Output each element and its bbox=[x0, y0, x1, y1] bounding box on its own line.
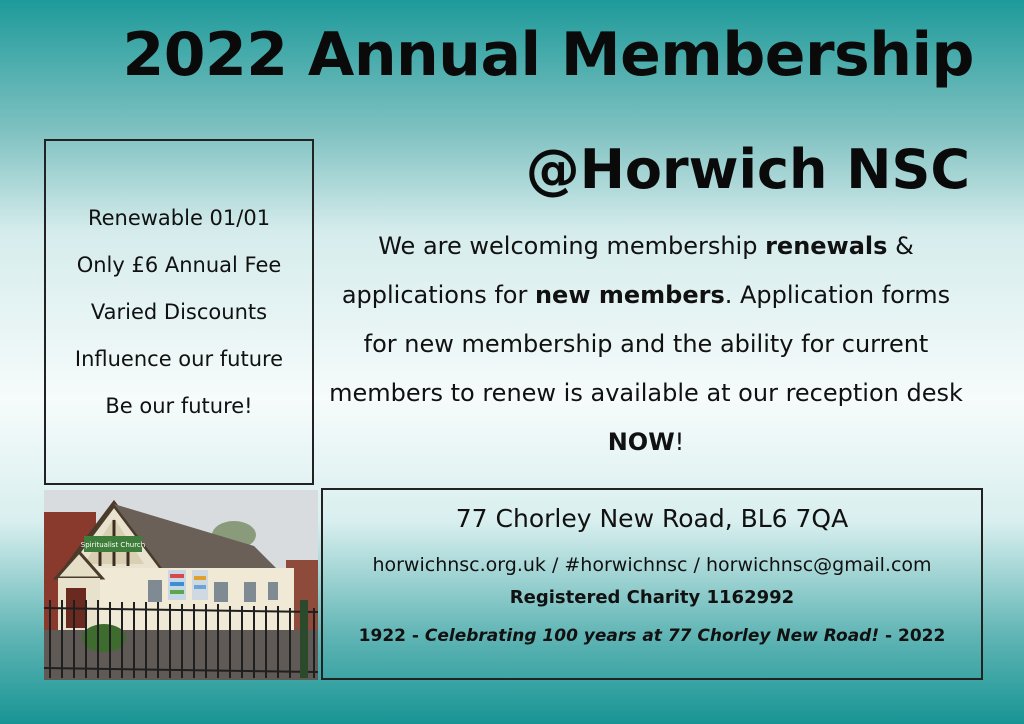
intro-text-2: & applications for bbox=[341, 232, 914, 309]
highlight-discounts: Varied Discounts bbox=[90, 299, 268, 324]
page-title: 2022 Annual Membership bbox=[122, 20, 974, 90]
intro-paragraph bbox=[326, 222, 966, 467]
intro-text-1: We are welcoming membership bbox=[378, 232, 766, 260]
contact-box bbox=[321, 488, 983, 680]
highlight-renewable: Renewable 01/01 bbox=[87, 205, 271, 230]
centenary-tagline: Celebrating 100 years at 77 Chorley New Road! bbox=[424, 626, 880, 647]
church-photo bbox=[44, 490, 318, 680]
web-contacts: horwichnsc.org.uk / #horwichnsc / horwichnsc@gmail.com bbox=[372, 554, 932, 576]
church-illustration bbox=[44, 490, 318, 680]
intro-text-4: ! bbox=[674, 428, 685, 456]
highlight-fee: Only £6 Annual Fee bbox=[76, 252, 282, 277]
centenary-end: - 2022 bbox=[879, 626, 946, 647]
address: 77 Chorley New Road, BL6 7QA bbox=[455, 504, 849, 533]
highlight-influence: Influence our future bbox=[74, 346, 284, 371]
centenary-line bbox=[323, 626, 981, 646]
intro-text-3: . Application forms for new membership and the ability for current members to renew is available at our reception desk bbox=[329, 281, 963, 407]
intro-bold-renewals: renewals bbox=[765, 232, 888, 260]
intro-bold-new-members: new members bbox=[534, 281, 725, 309]
church-sign-text: Spiritualist Church bbox=[80, 541, 146, 549]
page-subtitle: @Horwich NSC bbox=[525, 138, 970, 201]
intro-bold-now: NOW bbox=[607, 428, 675, 456]
centenary-start: 1922 - bbox=[358, 626, 425, 647]
charity-number: Registered Charity 1162992 bbox=[509, 586, 795, 608]
highlight-be-our-future: Be our future! bbox=[105, 393, 253, 418]
highlights-box bbox=[44, 139, 314, 485]
